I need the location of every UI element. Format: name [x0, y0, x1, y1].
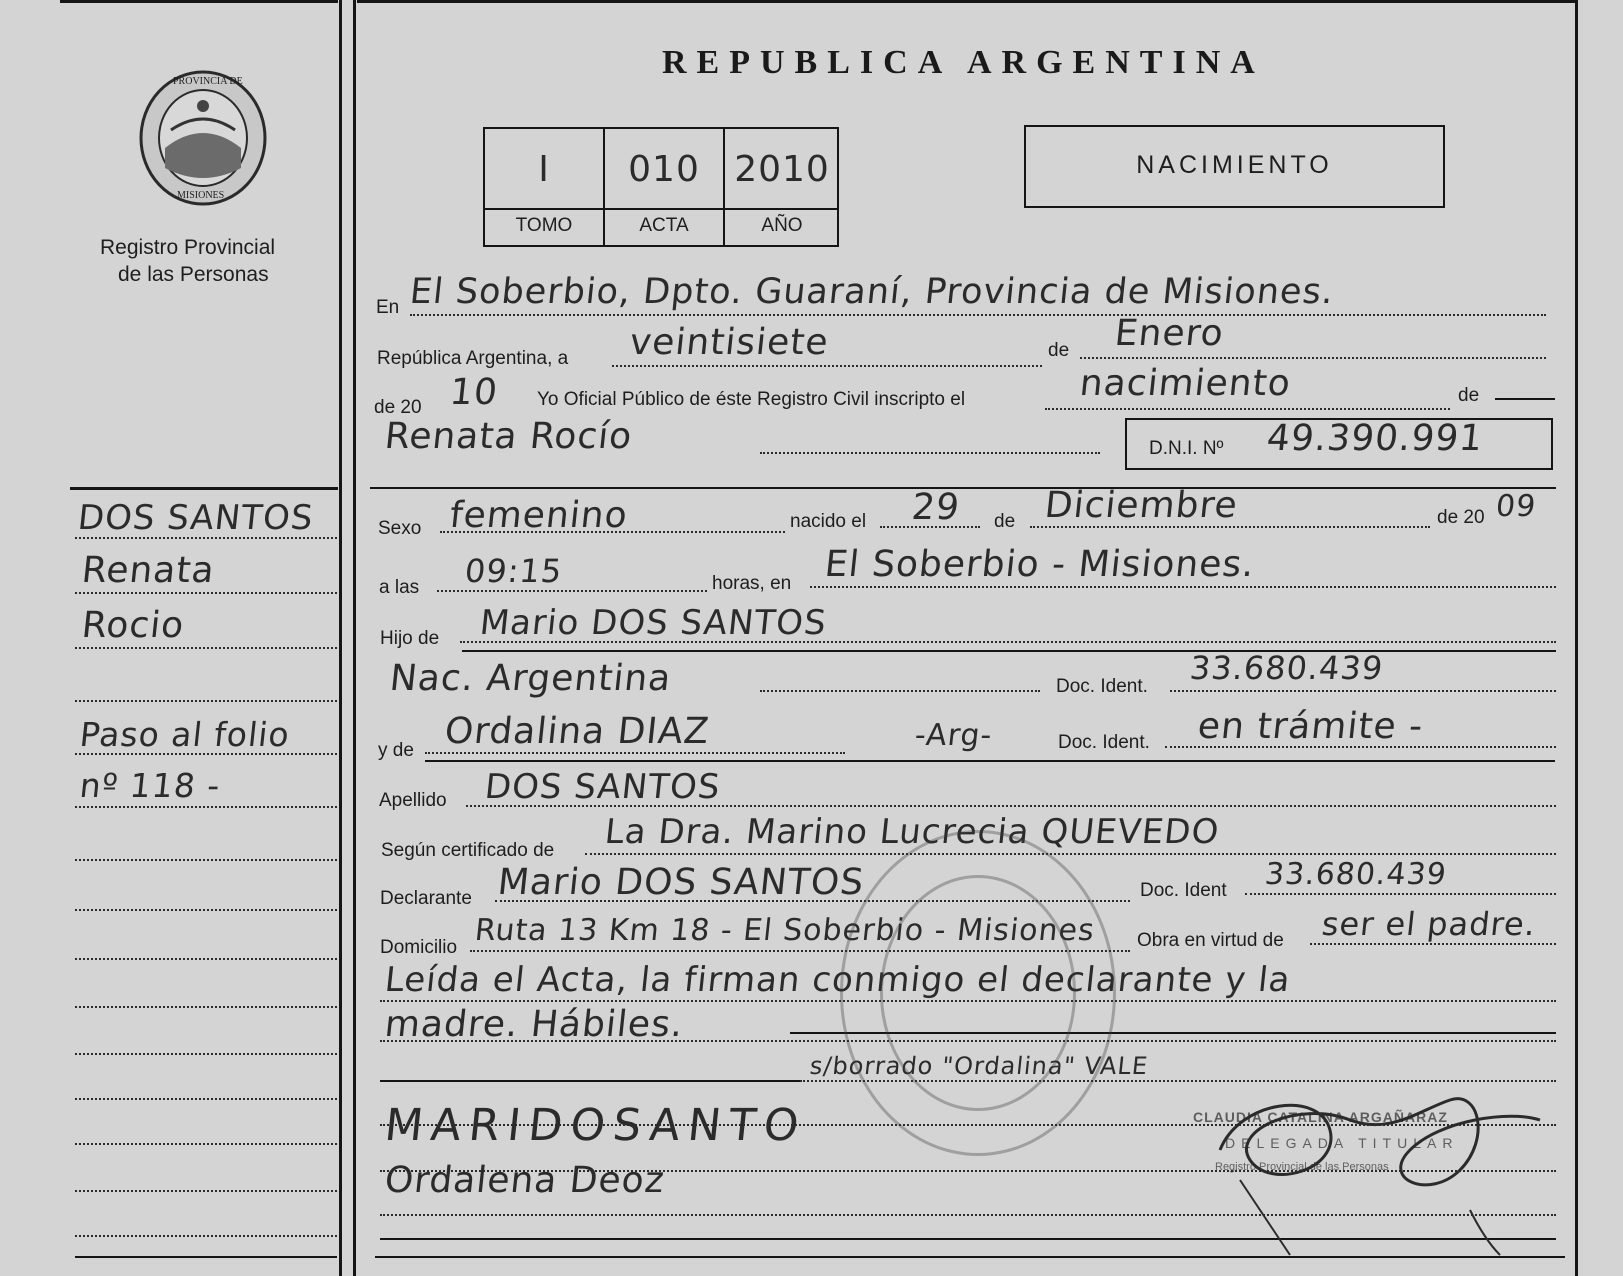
label-de-3: de	[994, 511, 1016, 532]
margin-line	[75, 1235, 337, 1237]
label-dni: D.N.I. Nº	[1149, 438, 1224, 459]
record-type-box	[1024, 125, 1445, 208]
label-doc-ident-3: Doc. Ident	[1140, 880, 1227, 901]
top-rule-right	[357, 0, 1577, 3]
table-divider	[485, 208, 837, 210]
official-signature	[1180, 1060, 1550, 1260]
anio-label: AÑO	[761, 215, 803, 236]
tomo-value: I	[538, 149, 550, 190]
act-type: nacimiento	[1077, 363, 1294, 404]
birth-place: El Soberbio - Misiones.	[822, 544, 1257, 585]
label-oficial: Yo Oficial Público de éste Registro Civil inscripto el	[537, 389, 966, 410]
label-yde: y de	[378, 740, 414, 761]
line-de-2	[1495, 398, 1555, 400]
birth-day: 29	[909, 487, 962, 528]
child-name: Renata Rocío	[382, 416, 635, 457]
label-en: En	[376, 297, 400, 318]
label-obra: Obra en virtud de	[1137, 930, 1284, 951]
page-title: REPUBLICA ARGENTINA	[662, 44, 1265, 81]
label-republica: República Argentina, a	[377, 348, 569, 369]
birth-time: 09:15	[463, 552, 565, 590]
margin-line	[75, 859, 337, 861]
month: Enero	[1112, 313, 1226, 354]
day: veintisiete	[627, 322, 831, 363]
label-doc-ident: Doc. Ident.	[1056, 676, 1148, 697]
closing-line2: madre. Hábiles.	[382, 1004, 686, 1045]
line-child-name	[760, 452, 1100, 454]
sex: femenino	[447, 495, 630, 536]
acta-value: 010	[628, 149, 700, 190]
line-capacity	[1310, 943, 1556, 945]
margin-bottom-rule	[75, 1256, 337, 1258]
father-doc: 33.680.439	[1188, 649, 1386, 687]
official-title: DELEGADA TITULAR	[1225, 1135, 1459, 1151]
father: Mario DOS SANTOS	[477, 603, 829, 643]
dni-box	[1125, 418, 1553, 470]
line-time	[437, 590, 707, 592]
line-act-type	[1045, 408, 1450, 410]
certifier: La Dra. Marino Lucrecia QUEVEDO	[602, 812, 1222, 852]
mother-signature: Ordalena Deoz	[382, 1160, 667, 1201]
registry-name-line1: Registro Provincial	[100, 236, 276, 259]
margin-line	[75, 806, 337, 808]
label-declarante: Declarante	[380, 888, 472, 909]
line-father-doc	[1170, 690, 1556, 692]
margin-line	[75, 1053, 337, 1055]
line-place	[410, 314, 1546, 316]
margin-line	[75, 700, 337, 702]
margin-line	[75, 1190, 337, 1192]
top-rule-left	[60, 0, 338, 3]
line-mother	[425, 752, 845, 754]
column-divider-right	[353, 0, 356, 1276]
closing-line1: Leída el Acta, la firman conmigo el declarante y la	[382, 960, 1293, 1000]
label-alas: a las	[379, 577, 420, 598]
seal-bottom-text: MISIONES	[177, 190, 225, 201]
label-domicilio: Domicilio	[380, 937, 458, 958]
column-divider-left	[339, 0, 342, 1276]
margin-line	[75, 909, 337, 911]
label-segun: Según certificado de	[381, 840, 555, 861]
margin-first-name: Renata	[79, 550, 217, 591]
page-right-border	[1575, 0, 1578, 1276]
official-name: CLAUDIA CATALINA ARGAÑARAZ	[1193, 1109, 1448, 1125]
acta-label: ACTA	[639, 215, 689, 236]
official-office: Registro Provincial de las Personas	[1215, 1161, 1389, 1173]
declarant: Mario DOS SANTOS	[495, 862, 867, 903]
line-day	[612, 365, 1042, 367]
label-horas: horas, en	[712, 573, 792, 594]
registry-round-stamp-inner	[880, 875, 1076, 1111]
label-de-2: de	[1458, 385, 1480, 406]
declarant-signature: MARIDOSANTO	[382, 1100, 810, 1151]
line-father-nat	[760, 690, 1040, 692]
line-mother-2	[425, 760, 1555, 762]
line-month	[1080, 357, 1546, 359]
margin-surname: DOS SANTOS	[75, 498, 316, 538]
record-type: NACIMIENTO	[1136, 151, 1333, 179]
correction: s/borrado "Ordalina" VALE	[808, 1052, 1150, 1080]
label-apellido: Apellido	[379, 790, 447, 811]
line-father-2	[462, 650, 1556, 652]
surname: DOS SANTOS	[482, 767, 723, 807]
label-de20: de 20	[374, 397, 422, 418]
declarant-doc: 33.680.439	[1263, 857, 1449, 892]
margin-line	[75, 1143, 337, 1145]
line-certifier	[585, 853, 1556, 855]
margin-line	[75, 647, 337, 649]
label-sexo: Sexo	[378, 518, 422, 539]
province-seal	[135, 68, 271, 208]
margin-note-line2: nº 118 -	[77, 766, 223, 805]
label-de-1: de	[1048, 340, 1070, 361]
mother-doc: en trámite -	[1195, 706, 1426, 747]
record-table	[483, 127, 839, 247]
line-birth-month	[1030, 526, 1430, 528]
label-doc-ident-2: Doc. Ident.	[1058, 732, 1150, 753]
body-rule	[370, 487, 1556, 489]
address: Ruta 13 Km 18 - El Soberbio - Misiones	[473, 913, 1097, 948]
margin-top-rule	[70, 487, 338, 490]
line-birth-place	[810, 586, 1556, 588]
label-nacido: nacido el	[790, 511, 867, 532]
margin-note-line1: Paso al folio	[77, 715, 292, 754]
mother-nationality: -Arg-	[913, 718, 995, 753]
margin-line	[75, 1098, 337, 1100]
anio-value: 2010	[734, 149, 830, 190]
dni: 49.390.991	[1264, 418, 1486, 459]
margin-line	[75, 958, 337, 960]
birth-year-suffix: 09	[1494, 489, 1539, 524]
label-hijo: Hijo de	[380, 628, 440, 649]
margin-second-name: Rocio	[79, 605, 187, 646]
line-declarant-doc	[1245, 893, 1556, 895]
father-nationality: Nac. Argentina	[387, 658, 674, 699]
tomo-label: TOMO	[515, 215, 573, 236]
birth-month: Diciembre	[1042, 485, 1240, 526]
seal-top-text: PROVINCIA DE	[173, 76, 243, 87]
mother: Ordalina DIAZ	[442, 711, 712, 752]
year-suffix: 10	[447, 372, 500, 413]
label-de20-2: de 20	[1437, 507, 1485, 528]
margin-line	[75, 592, 337, 594]
capacity: ser el padre.	[1320, 905, 1538, 943]
place: El Soberbio, Dpto. Guaraní, Provincia de Misiones.	[407, 272, 1337, 312]
margin-line	[75, 1006, 337, 1008]
registry-name-line2: de las Personas	[118, 263, 269, 286]
line-correction	[380, 1080, 800, 1082]
